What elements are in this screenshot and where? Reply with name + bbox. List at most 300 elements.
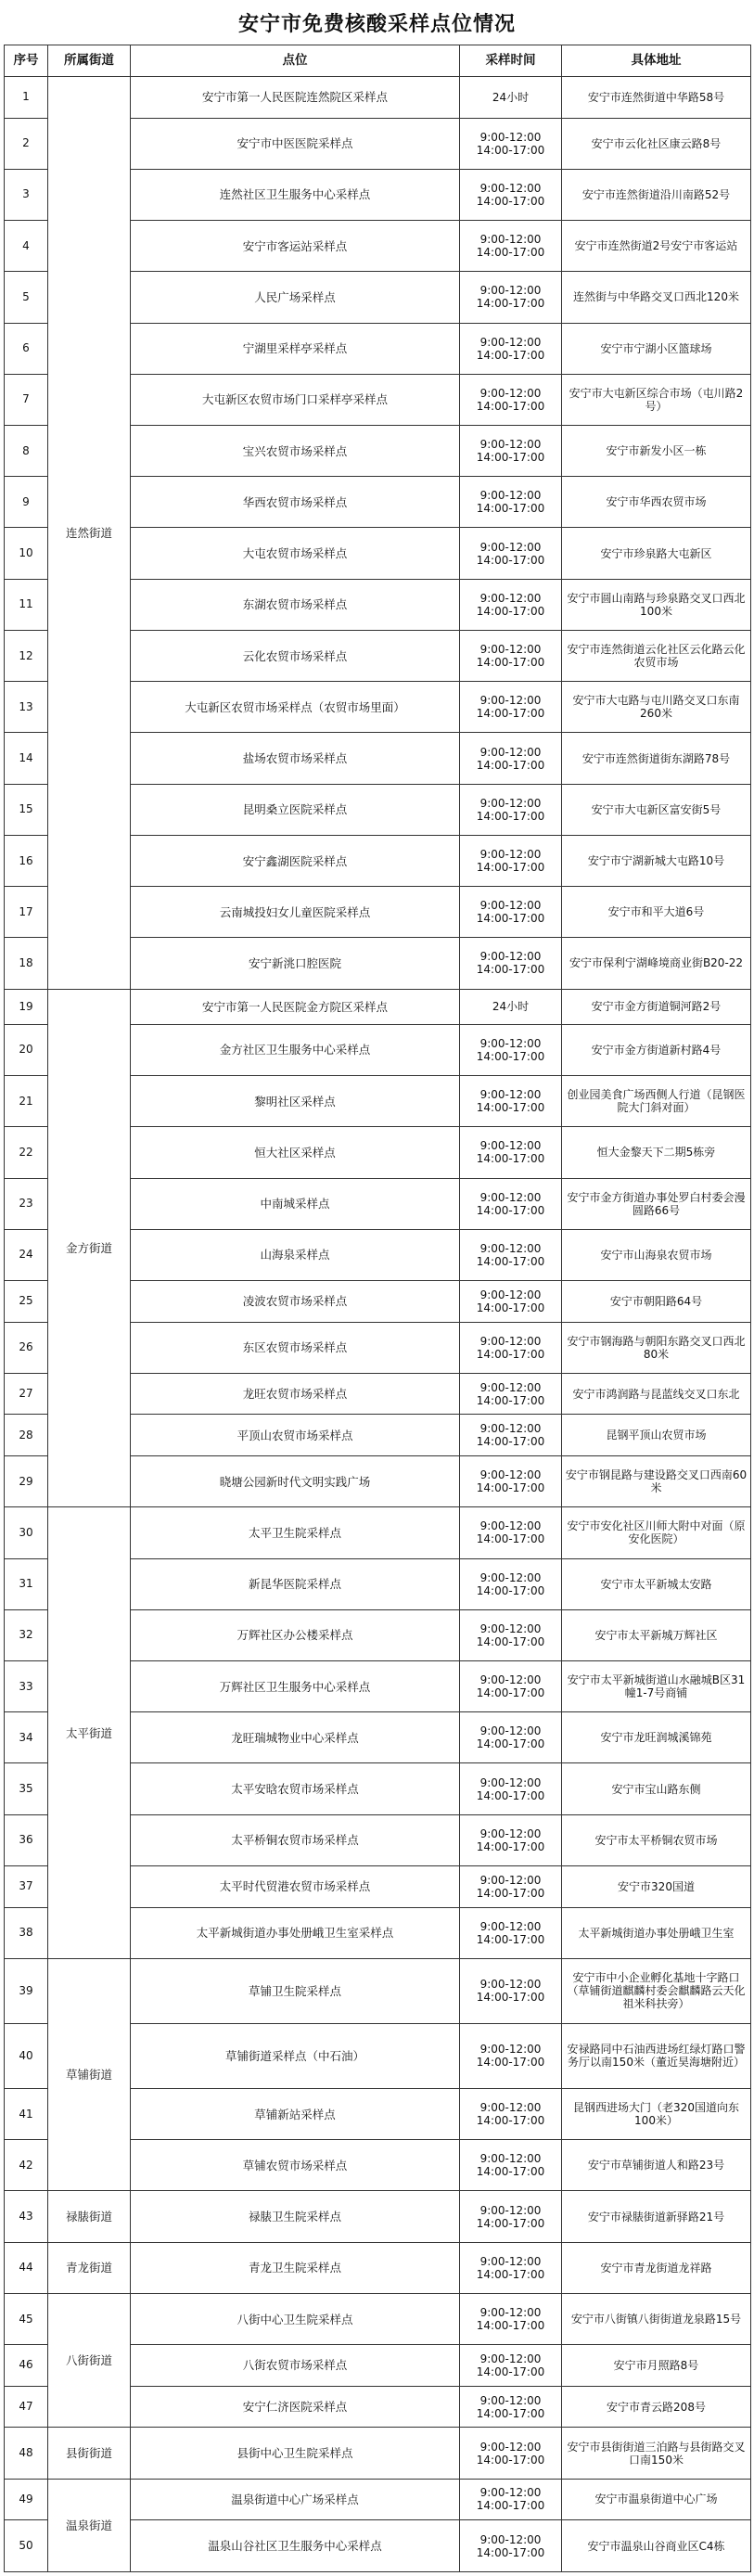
- time-morning: 9:00-12:00: [479, 1468, 542, 1482]
- point-cell: 太平新城街道办事处册峨卫生室采样点: [131, 1907, 460, 1958]
- row-number: 30: [5, 1507, 48, 1558]
- time-morning: 9:00-12:00: [479, 1724, 542, 1738]
- address-cell: 安宁市太平新城万辉社区: [562, 1609, 751, 1660]
- point-cell: 安宁仁济医院采样点: [131, 2386, 460, 2428]
- point-cell: 太平时代贸港农贸市场采样点: [131, 1865, 460, 1907]
- row-number: 44: [5, 2242, 48, 2293]
- table-row: [5, 989, 751, 1024]
- row-number: 21: [5, 1076, 48, 1127]
- address-cell: 昆钢西进场大门（老320国道向东100米）: [562, 2089, 751, 2140]
- row-number: 3: [5, 169, 48, 220]
- address-cell: 安宁市金方街道铜河路2号: [562, 989, 751, 1024]
- time-afternoon: 14:00-17:00: [476, 1532, 545, 1546]
- time-morning: 9:00-12:00: [479, 1519, 542, 1533]
- time-morning: 9:00-12:00: [479, 950, 542, 964]
- address-cell: 昆钢平顶山农贸市场: [562, 1415, 751, 1456]
- row-number: 50: [5, 2520, 48, 2572]
- time-cell: [460, 2140, 562, 2191]
- time-morning: 9:00-12:00: [479, 1288, 542, 1301]
- row-number: 14: [5, 733, 48, 784]
- address-cell: 安宁市连然街道中华路58号: [562, 77, 751, 119]
- time-afternoon: 14:00-17:00: [476, 1347, 545, 1361]
- time-cell: [460, 989, 562, 1024]
- table-row: [5, 1958, 751, 2023]
- address-cell: 太平新城街道办事处册峨卫生室: [562, 1907, 751, 1958]
- time-morning: 9:00-12:00: [479, 130, 542, 144]
- point-cell: 龙旺农贸市场采样点: [131, 1373, 460, 1415]
- time-cell: [460, 2520, 562, 2572]
- time-morning: 9:00-12:00: [479, 1570, 542, 1584]
- time-afternoon: 14:00-17:00: [476, 2056, 545, 2070]
- row-number: 15: [5, 784, 48, 835]
- point-cell: 草铺卫生院采样点: [131, 1958, 460, 2023]
- time-cell: [460, 2293, 562, 2344]
- row-number: 26: [5, 1322, 48, 1373]
- time-cell: [460, 2345, 562, 2387]
- row-number: 24: [5, 1229, 48, 1280]
- time-cell: [460, 528, 562, 579]
- time-morning: 9:00-12:00: [479, 2101, 542, 2115]
- time-afternoon: 14:00-17:00: [476, 194, 545, 208]
- time-cell: [460, 2191, 562, 2242]
- table-row: [5, 1507, 751, 1558]
- row-number: 41: [5, 2089, 48, 2140]
- address-cell: 安宁市珍泉路大屯新区: [562, 528, 751, 579]
- address-cell: 安宁市金方街道新村路4号: [562, 1024, 751, 1075]
- time-morning: 9:00-12:00: [479, 591, 542, 605]
- time-afternoon: 14:00-17:00: [476, 2216, 545, 2230]
- time-cell: [460, 1763, 562, 1814]
- time-cell: [460, 2089, 562, 2140]
- point-cell: 万辉社区办公楼采样点: [131, 1609, 460, 1660]
- time-afternoon: 14:00-17:00: [476, 1435, 545, 1449]
- address-cell: 安宁市八街镇八街街道龙泉路15号: [562, 2293, 751, 2344]
- time-afternoon: 14:00-17:00: [476, 297, 545, 311]
- time-afternoon: 14:00-17:00: [476, 1203, 545, 1217]
- time-morning: 9:00-12:00: [479, 848, 542, 861]
- time-morning: 9:00-12:00: [479, 284, 542, 298]
- address-cell: 安宁市山海泉农贸市场: [562, 1229, 751, 1280]
- address-cell: 安宁市草铺街道人和路23号: [562, 2140, 751, 2191]
- address-cell: 安宁市太平桥铜农贸市场: [562, 1814, 751, 1865]
- row-number: 46: [5, 2345, 48, 2387]
- time-afternoon: 14:00-17:00: [476, 143, 545, 157]
- address-cell: 安宁市中小企业孵化基地十字路口（草铺街道麒麟村委会麒麟路云天化祖米科扶旁）: [562, 1958, 751, 2023]
- row-number: 17: [5, 887, 48, 938]
- point-cell: 恒大社区采样点: [131, 1127, 460, 1178]
- time-cell: [460, 477, 562, 528]
- point-cell: 安宁市第一人民医院连然院区采样点: [131, 77, 460, 119]
- time-cell: [460, 2242, 562, 2293]
- time-morning: 9:00-12:00: [479, 438, 542, 452]
- time-morning: 9:00-12:00: [479, 2352, 542, 2365]
- point-cell: 安宁市中医医院采样点: [131, 118, 460, 169]
- time-morning: 9:00-12:00: [479, 1673, 542, 1687]
- row-number: 10: [5, 528, 48, 579]
- address-cell: 安宁市钢海路与朝阳东路交叉口西北80米: [562, 1322, 751, 1373]
- point-cell: 云南城投妇女儿童医院采样点: [131, 887, 460, 938]
- address-cell: 安宁市青龙街道龙祥路: [562, 2242, 751, 2293]
- row-number: 27: [5, 1373, 48, 1415]
- time-afternoon: 14:00-17:00: [476, 912, 545, 926]
- point-cell: 太平桥铜农贸市场采样点: [131, 1814, 460, 1865]
- address-cell: 连然街与中华路交叉口西北120米: [562, 272, 751, 323]
- address-cell: 安宁市安化社区川师大附中对面（原安化医院）: [562, 1507, 751, 1558]
- row-number: 19: [5, 989, 48, 1024]
- time-afternoon: 14:00-17:00: [476, 1839, 545, 1853]
- point-cell: 宁湖里采样亭采样点: [131, 323, 460, 374]
- time-morning: 9:00-12:00: [479, 745, 542, 759]
- point-cell: 县街中心卫生院采样点: [131, 2428, 460, 2479]
- time-afternoon: 14:00-17:00: [476, 502, 545, 516]
- time-afternoon: 14:00-17:00: [476, 399, 545, 413]
- address-cell: 安宁市宝山路东侧: [562, 1763, 751, 1814]
- row-number: 34: [5, 1712, 48, 1763]
- table-body: [5, 77, 751, 2572]
- row-number: 2: [5, 118, 48, 169]
- time-morning: 9:00-12:00: [479, 643, 542, 657]
- table-row: [5, 2191, 751, 2242]
- point-cell: 中南城采样点: [131, 1178, 460, 1229]
- point-cell: 草铺街道采样点（中石油）: [131, 2023, 460, 2088]
- address-cell: 安宁市月照路8号: [562, 2345, 751, 2387]
- address-cell: 安宁市大屯新区综合市场（屯川路2号）: [562, 374, 751, 425]
- time-cell: [460, 1178, 562, 1229]
- row-number: 6: [5, 323, 48, 374]
- row-number: 47: [5, 2386, 48, 2428]
- time-cell: [460, 835, 562, 886]
- row-number: 11: [5, 579, 48, 630]
- time-afternoon: 14:00-17:00: [476, 1686, 545, 1700]
- row-number: 33: [5, 1661, 48, 1712]
- point-cell: 连然社区卫生服务中心采样点: [131, 169, 460, 220]
- row-number: 48: [5, 2428, 48, 2479]
- point-cell: 东湖农贸市场采样点: [131, 579, 460, 630]
- time-morning: 9:00-12:00: [479, 1978, 542, 1992]
- time-cell: [460, 1661, 562, 1712]
- time-cell: [460, 374, 562, 425]
- street-cell: 县街街道: [48, 2428, 131, 2479]
- street-cell: 金方街道: [48, 989, 131, 1507]
- time-afternoon: 14:00-17:00: [476, 1991, 545, 2005]
- address-cell: 安宁市云化社区康云路8号: [562, 118, 751, 169]
- time-cell: [460, 579, 562, 630]
- time-morning: 9:00-12:00: [479, 181, 542, 195]
- time-afternoon: 14:00-17:00: [476, 348, 545, 362]
- time-morning: 9:00-12:00: [479, 1241, 542, 1255]
- point-cell: 凌波农贸市场采样点: [131, 1281, 460, 1323]
- point-cell: 人民广场采样点: [131, 272, 460, 323]
- time-cell: [460, 733, 562, 784]
- street-cell: 八街街道: [48, 2293, 131, 2427]
- street-cell: 太平街道: [48, 1507, 131, 1958]
- time-cell: [460, 938, 562, 989]
- time-afternoon: 14:00-17:00: [476, 1583, 545, 1597]
- time-morning: 9:00-12:00: [479, 1826, 542, 1840]
- row-number: 49: [5, 2479, 48, 2520]
- point-cell: 太平卫生院采样点: [131, 1507, 460, 1558]
- time-morning: 9:00-12:00: [479, 2203, 542, 2217]
- address-cell: 安宁市320国道: [562, 1865, 751, 1907]
- time-afternoon: 14:00-17:00: [476, 758, 545, 772]
- point-cell: 八街中心卫生院采样点: [131, 2293, 460, 2344]
- point-cell: 万辉社区卫生服务中心采样点: [131, 1661, 460, 1712]
- row-number: 16: [5, 835, 48, 886]
- point-cell: 草铺农贸市场采样点: [131, 2140, 460, 2191]
- point-cell: 太平安晗农贸市场采样点: [131, 1763, 460, 1814]
- point-cell: 温泉山谷社区卫生服务中心采样点: [131, 2520, 460, 2572]
- point-cell: 黎明社区采样点: [131, 1076, 460, 1127]
- address-cell: 安宁市县街街道三泊路与县街路交叉口南150米: [562, 2428, 751, 2479]
- time-afternoon: 14:00-17:00: [476, 861, 545, 874]
- row-number: 36: [5, 1814, 48, 1865]
- row-number: 1: [5, 77, 48, 119]
- time-morning: 24小时: [492, 90, 530, 104]
- time-afternoon: 14:00-17:00: [476, 1254, 545, 1268]
- time-cell: [460, 77, 562, 119]
- point-cell: 盐场农贸市场采样点: [131, 733, 460, 784]
- time-afternoon: 14:00-17:00: [476, 1932, 545, 1946]
- time-cell: [460, 1281, 562, 1323]
- time-afternoon: 14:00-17:00: [476, 2499, 545, 2513]
- point-cell: 安宁市客运站采样点: [131, 221, 460, 272]
- address-cell: 安宁市连然街道街东湖路78号: [562, 733, 751, 784]
- time-morning: 9:00-12:00: [479, 2152, 542, 2166]
- time-morning: 9:00-12:00: [479, 1088, 542, 1102]
- time-morning: 9:00-12:00: [479, 489, 542, 503]
- point-cell: 大屯新区农贸市场门口采样亭采样点: [131, 374, 460, 425]
- row-number: 32: [5, 1609, 48, 1660]
- row-number: 13: [5, 682, 48, 733]
- time-cell: [460, 2023, 562, 2088]
- point-cell: 青龙卫生院采样点: [131, 2242, 460, 2293]
- time-morning: 9:00-12:00: [479, 1873, 542, 1887]
- time-morning: 9:00-12:00: [479, 1139, 542, 1153]
- point-cell: 新昆华医院采样点: [131, 1558, 460, 1609]
- time-morning: 9:00-12:00: [479, 2440, 542, 2454]
- address-cell: 安宁市温泉山谷商业区C4栋: [562, 2520, 751, 2572]
- time-afternoon: 14:00-17:00: [476, 1101, 545, 1115]
- time-morning: 9:00-12:00: [479, 1334, 542, 1348]
- time-cell: [460, 221, 562, 272]
- row-number: 37: [5, 1865, 48, 1907]
- row-number: 22: [5, 1127, 48, 1178]
- address-cell: 安宁市禄脿街道新驿路21号: [562, 2191, 751, 2242]
- table-row: [5, 2293, 751, 2344]
- point-cell: 华西农贸市场采样点: [131, 477, 460, 528]
- time-afternoon: 14:00-17:00: [476, 1152, 545, 1166]
- time-afternoon: 14:00-17:00: [476, 604, 545, 618]
- time-afternoon: 14:00-17:00: [476, 1886, 545, 1900]
- time-afternoon: 14:00-17:00: [476, 2365, 545, 2378]
- row-number: 12: [5, 630, 48, 681]
- time-cell: [460, 2386, 562, 2428]
- time-cell: [460, 887, 562, 938]
- time-cell: [460, 630, 562, 681]
- time-morning: 9:00-12:00: [479, 1190, 542, 1204]
- address-cell: 安宁市华西农贸市场: [562, 477, 751, 528]
- time-afternoon: 14:00-17:00: [476, 1301, 545, 1314]
- point-cell: 禄脿卫生院采样点: [131, 2191, 460, 2242]
- time-cell: [460, 2479, 562, 2520]
- time-afternoon: 14:00-17:00: [476, 1634, 545, 1648]
- time-cell: [460, 1712, 562, 1763]
- table-header-row: [5, 45, 751, 77]
- time-cell: [460, 426, 562, 477]
- time-morning: 9:00-12:00: [479, 1919, 542, 1933]
- time-cell: [460, 1076, 562, 1127]
- row-number: 38: [5, 1907, 48, 1958]
- row-number: 18: [5, 938, 48, 989]
- address-cell: 安宁市连然街道沿川南路52号: [562, 169, 751, 220]
- time-afternoon: 14:00-17:00: [476, 2453, 545, 2467]
- header-address: 具体地址: [562, 45, 751, 77]
- time-morning: 9:00-12:00: [479, 2306, 542, 2320]
- row-number: 43: [5, 2191, 48, 2242]
- point-cell: 安宁市第一人民医院金方院区采样点: [131, 989, 460, 1024]
- row-number: 23: [5, 1178, 48, 1229]
- address-cell: 安宁市宁湖新城大屯路10号: [562, 835, 751, 886]
- table-row: [5, 77, 751, 119]
- time-cell: [460, 1507, 562, 1558]
- time-afternoon: 14:00-17:00: [476, 1737, 545, 1751]
- row-number: 4: [5, 221, 48, 272]
- time-morning: 9:00-12:00: [479, 1621, 542, 1635]
- time-cell: [460, 1456, 562, 1507]
- row-number: 8: [5, 426, 48, 477]
- time-morning: 9:00-12:00: [479, 899, 542, 913]
- row-number: 20: [5, 1024, 48, 1075]
- time-afternoon: 14:00-17:00: [476, 2114, 545, 2128]
- header-point: 点位: [131, 45, 460, 77]
- address-cell: 创业园美食广场西侧人行道（昆钢医院大门斜对面）: [562, 1076, 751, 1127]
- time-cell: [460, 784, 562, 835]
- time-afternoon: 14:00-17:00: [476, 451, 545, 465]
- time-afternoon: 14:00-17:00: [476, 809, 545, 823]
- point-cell: 温泉街道中心广场采样点: [131, 2479, 460, 2520]
- row-number: 45: [5, 2293, 48, 2344]
- time-morning: 9:00-12:00: [479, 2254, 542, 2268]
- time-afternoon: 14:00-17:00: [476, 246, 545, 260]
- table-row: [5, 2479, 751, 2520]
- point-cell: 云化农贸市场采样点: [131, 630, 460, 681]
- point-cell: 东区农贸市场采样点: [131, 1322, 460, 1373]
- row-number: 40: [5, 2023, 48, 2088]
- point-cell: 八街农贸市场采样点: [131, 2345, 460, 2387]
- row-number: 39: [5, 1958, 48, 2023]
- row-number: 25: [5, 1281, 48, 1323]
- time-morning: 9:00-12:00: [479, 540, 542, 554]
- time-afternoon: 14:00-17:00: [476, 2165, 545, 2179]
- row-number: 31: [5, 1558, 48, 1609]
- address-cell: 安宁市温泉街道中心广场: [562, 2479, 751, 2520]
- time-cell: [460, 1229, 562, 1280]
- address-cell: 安宁市大屯新区富安街5号: [562, 784, 751, 835]
- time-cell: [460, 682, 562, 733]
- time-cell: [460, 1373, 562, 1415]
- time-cell: [460, 1865, 562, 1907]
- time-morning: 9:00-12:00: [479, 386, 542, 400]
- time-cell: [460, 118, 562, 169]
- point-cell: 金方社区卫生服务中心采样点: [131, 1024, 460, 1075]
- time-morning: 9:00-12:00: [479, 233, 542, 247]
- table-row: [5, 2242, 751, 2293]
- point-cell: 大屯新区农贸市场采样点（农贸市场里面）: [131, 682, 460, 733]
- point-cell: 平顶山农贸市场采样点: [131, 1415, 460, 1456]
- address-cell: 安宁市保利宁湖峰境商业街B20-22: [562, 938, 751, 989]
- point-cell: 安宁鑫湖医院采样点: [131, 835, 460, 886]
- row-number: 7: [5, 374, 48, 425]
- time-cell: [460, 1558, 562, 1609]
- time-morning: 9:00-12:00: [479, 796, 542, 810]
- time-afternoon: 14:00-17:00: [476, 1788, 545, 1802]
- point-cell: 安宁新洮口腔医院: [131, 938, 460, 989]
- street-cell: 连然街道: [48, 77, 131, 990]
- point-cell: 草铺新站采样点: [131, 2089, 460, 2140]
- time-morning: 24小时: [492, 1000, 530, 1014]
- time-morning: 9:00-12:00: [479, 1775, 542, 1789]
- time-morning: 9:00-12:00: [479, 1422, 542, 1436]
- address-cell: 安宁市新发小区一栋: [562, 426, 751, 477]
- row-number: 42: [5, 2140, 48, 2191]
- time-afternoon: 14:00-17:00: [476, 963, 545, 977]
- time-cell: [460, 169, 562, 220]
- document-title: 安宁市免费核酸采样点位情况: [237, 11, 516, 36]
- time-afternoon: 14:00-17:00: [476, 2267, 545, 2281]
- point-cell: 大屯农贸市场采样点: [131, 528, 460, 579]
- time-afternoon: 14:00-17:00: [476, 2545, 545, 2559]
- point-cell: 昆明桑立医院采样点: [131, 784, 460, 835]
- time-morning: 9:00-12:00: [479, 2043, 542, 2057]
- row-number: 35: [5, 1763, 48, 1814]
- time-afternoon: 14:00-17:00: [476, 1481, 545, 1495]
- address-cell: 安宁市太平新城太安路: [562, 1558, 751, 1609]
- table-row: [5, 2428, 751, 2479]
- street-cell: 草铺街道: [48, 1958, 131, 2191]
- time-cell: [460, 1609, 562, 1660]
- address-cell: 恒大金黎天下二期5栋旁: [562, 1127, 751, 1178]
- point-cell: 晓塘公园新时代文明实践广场: [131, 1456, 460, 1507]
- address-cell: 安禄路同中石油西进场红绿灯路口警务厅以南150米（董近昊海塘附近）: [562, 2023, 751, 2088]
- time-morning: 9:00-12:00: [479, 335, 542, 349]
- address-cell: 安宁市钢昆路与建设路交叉口西南60米: [562, 1456, 751, 1507]
- address-cell: 安宁市和平大道6号: [562, 887, 751, 938]
- time-cell: [460, 1415, 562, 1456]
- sampling-sites-table: [4, 45, 751, 2572]
- address-cell: 安宁市龙旺润城溪锦苑: [562, 1712, 751, 1763]
- time-afternoon: 14:00-17:00: [476, 1393, 545, 1407]
- street-cell: 温泉街道: [48, 2479, 131, 2571]
- address-cell: 安宁市大屯路与屯川路交叉口东南260米: [562, 682, 751, 733]
- street-cell: 禄脿街道: [48, 2191, 131, 2242]
- address-cell: 安宁市太平新城街道山水融城B区31幢1-7号商铺: [562, 1661, 751, 1712]
- time-cell: [460, 2428, 562, 2479]
- time-cell: [460, 1907, 562, 1958]
- address-cell: 安宁市青云路208号: [562, 2386, 751, 2428]
- time-cell: [460, 323, 562, 374]
- time-morning: 9:00-12:00: [479, 2532, 542, 2546]
- point-cell: 山海泉采样点: [131, 1229, 460, 1280]
- row-number: 29: [5, 1456, 48, 1507]
- address-cell: 安宁市连然街道2号安宁市客运站: [562, 221, 751, 272]
- header-no: 序号: [5, 45, 48, 77]
- time-afternoon: 14:00-17:00: [476, 1049, 545, 1063]
- point-cell: 龙旺瑞城物业中心采样点: [131, 1712, 460, 1763]
- address-cell: 安宁市宁湖小区篮球场: [562, 323, 751, 374]
- address-cell: 安宁市连然街道云化社区云化路云化农贸市场: [562, 630, 751, 681]
- time-cell: [460, 1814, 562, 1865]
- row-number: 5: [5, 272, 48, 323]
